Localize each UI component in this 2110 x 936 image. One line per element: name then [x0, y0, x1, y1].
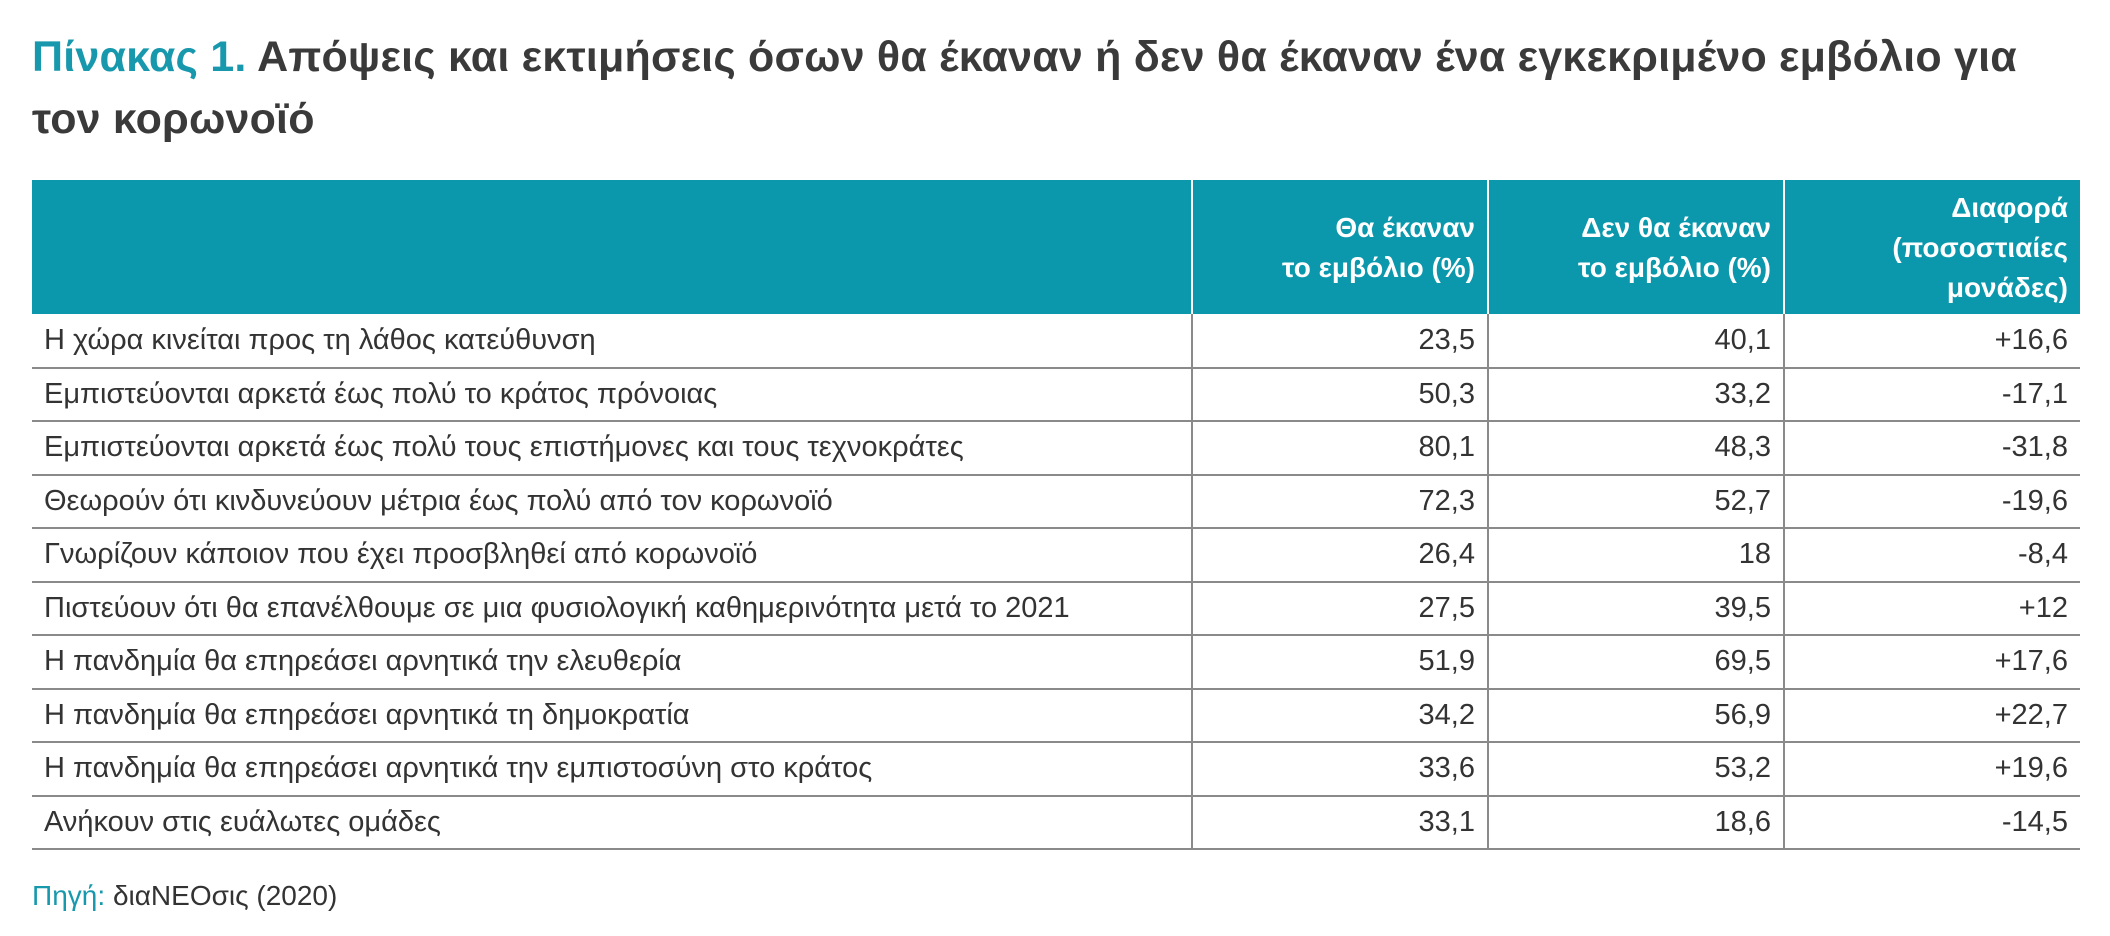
- table-row: [32, 421, 2080, 475]
- cell-would-vaccinate: 27,5: [1192, 582, 1488, 636]
- row-label: Γνωρίζουν κάποιον που έχει προσβληθεί από κορωνοϊό: [32, 528, 1192, 582]
- table-row: [32, 368, 2080, 422]
- cell-would-vaccinate: 34,2: [1192, 689, 1488, 743]
- cell-would-not-vaccinate: 39,5: [1488, 582, 1784, 636]
- cell-would-vaccinate: 80,1: [1192, 421, 1488, 475]
- cell-would-not-vaccinate: 18: [1488, 528, 1784, 582]
- header-line: Διαφορά: [1951, 192, 2068, 223]
- cell-would-vaccinate: 23,5: [1192, 314, 1488, 368]
- cell-would-vaccinate: 50,3: [1192, 368, 1488, 422]
- header-line: το εμβόλιο (%): [1282, 252, 1475, 283]
- cell-difference: +17,6: [1784, 635, 2080, 689]
- header-empty: [32, 180, 1192, 314]
- table-row: [32, 582, 2080, 636]
- row-label: Ανήκουν στις ευάλωτες ομάδες: [32, 796, 1192, 850]
- cell-difference: -19,6: [1784, 475, 2080, 529]
- cell-would-vaccinate: 51,9: [1192, 635, 1488, 689]
- cell-difference: -8,4: [1784, 528, 2080, 582]
- header-row: [32, 180, 2080, 314]
- cell-difference: -17,1: [1784, 368, 2080, 422]
- data-table-wrapper: [32, 180, 2080, 850]
- row-label: Η χώρα κινείται προς τη λάθος κατεύθυνση: [32, 314, 1192, 368]
- data-table: [32, 180, 2080, 850]
- table-row: [32, 475, 2080, 529]
- header-line: Δεν θα έκαναν: [1581, 212, 1771, 243]
- cell-would-not-vaccinate: 52,7: [1488, 475, 1784, 529]
- table-row: [32, 796, 2080, 850]
- cell-would-not-vaccinate: 40,1: [1488, 314, 1784, 368]
- header-difference: [1784, 180, 2080, 314]
- cell-difference: +22,7: [1784, 689, 2080, 743]
- cell-would-not-vaccinate: 48,3: [1488, 421, 1784, 475]
- cell-would-not-vaccinate: 53,2: [1488, 742, 1784, 796]
- cell-would-vaccinate: 26,4: [1192, 528, 1488, 582]
- table-body: [32, 314, 2080, 849]
- table-header: [32, 180, 2080, 314]
- table-row: [32, 635, 2080, 689]
- document-page: [32, 26, 2080, 912]
- header-would-vaccinate: [1192, 180, 1488, 314]
- table-row: [32, 689, 2080, 743]
- source-text: διαNEOσις (2020): [112, 880, 338, 911]
- cell-difference: +19,6: [1784, 742, 2080, 796]
- cell-difference: +16,6: [1784, 314, 2080, 368]
- cell-would-vaccinate: 33,6: [1192, 742, 1488, 796]
- row-label: Πιστεύουν ότι θα επανέλθουμε σε μια φυσιολογική καθημερινότητα μετά το 2021: [32, 582, 1192, 636]
- row-label: Θεωρούν ότι κινδυνεύουν μέτρια έως πολύ από τον κορωνοϊό: [32, 475, 1192, 529]
- cell-difference: -14,5: [1784, 796, 2080, 850]
- row-label: Η πανδημία θα επηρεάσει αρνητικά την εμπιστοσύνη στο κράτος: [32, 742, 1192, 796]
- row-label: Εμπιστεύονται αρκετά έως πολύ το κράτος πρόνοιας: [32, 368, 1192, 422]
- source-note: [32, 880, 2080, 912]
- cell-difference: -31,8: [1784, 421, 2080, 475]
- source-label: Πηγή:: [32, 880, 106, 911]
- header-line: μονάδες): [1946, 272, 2068, 303]
- cell-would-not-vaccinate: 33,2: [1488, 368, 1784, 422]
- header-line: (ποσοστιαίες: [1892, 232, 2068, 263]
- cell-would-vaccinate: 72,3: [1192, 475, 1488, 529]
- cell-difference: +12: [1784, 582, 2080, 636]
- table-row: [32, 314, 2080, 368]
- cell-would-not-vaccinate: 56,9: [1488, 689, 1784, 743]
- table-row: [32, 528, 2080, 582]
- table-title: [32, 26, 2080, 150]
- header-line: το εμβόλιο (%): [1578, 252, 1771, 283]
- header-line: Θα έκαναν: [1335, 212, 1475, 243]
- cell-would-vaccinate: 33,1: [1192, 796, 1488, 850]
- header-would-not-vaccinate: [1488, 180, 1784, 314]
- row-label: Η πανδημία θα επηρεάσει αρνητικά τη δημοκρατία: [32, 689, 1192, 743]
- row-label: Εμπιστεύονται αρκετά έως πολύ τους επιστήμονες και τους τεχνοκράτες: [32, 421, 1192, 475]
- table-number-label: Πίνακας 1.: [32, 33, 247, 81]
- table-row: [32, 742, 2080, 796]
- row-label: Η πανδημία θα επηρεάσει αρνητικά την ελευθερία: [32, 635, 1192, 689]
- cell-would-not-vaccinate: 69,5: [1488, 635, 1784, 689]
- table-title-text: Απόψεις και εκτιμήσεις όσων θα έκαναν ή δεν θα έκαναν ένα εγκεκριμένο εμβόλιο για τον κορωνοϊό: [32, 33, 2017, 143]
- cell-would-not-vaccinate: 18,6: [1488, 796, 1784, 850]
